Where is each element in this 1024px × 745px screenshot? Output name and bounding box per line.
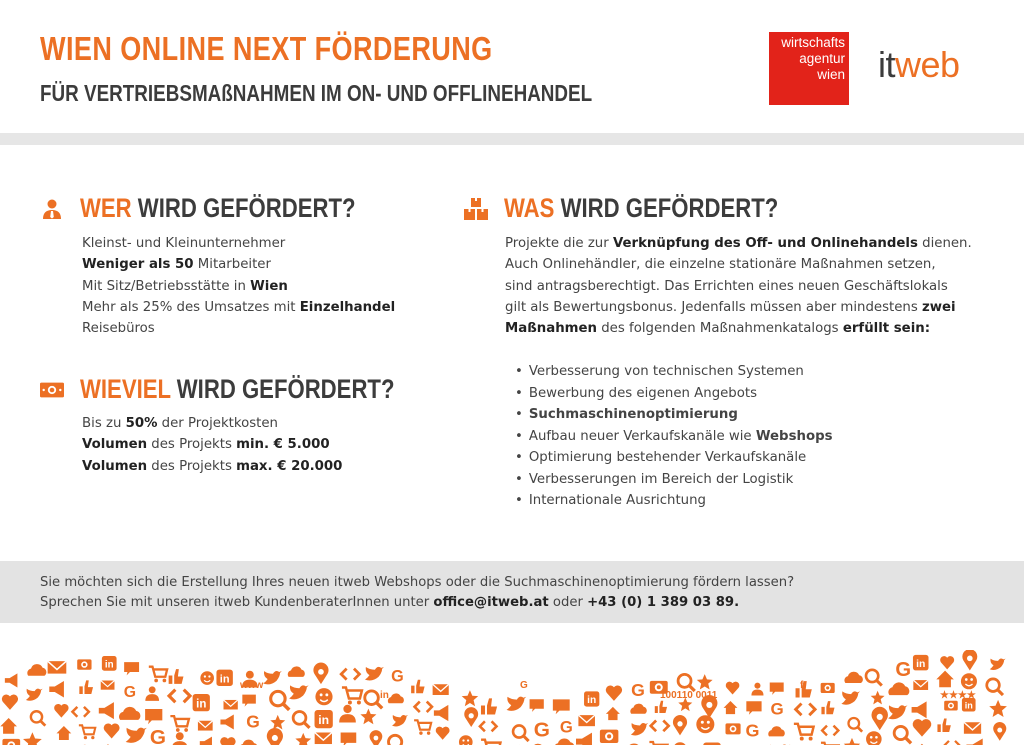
emphasis-text: Wien [250,278,288,294]
heart-icon [913,719,932,737]
search-icon [987,679,1003,695]
text-line [505,318,972,339]
decorative-icon-strip [0,650,1024,745]
cart-icon [149,667,167,683]
search-icon [513,725,529,741]
body-text: Mehr als 25% des Umsatzes mit [82,299,300,315]
text-line [82,413,342,434]
code-icon [944,741,959,745]
itweb-logo-it: it [878,44,895,85]
svg-text:G: G [533,718,550,742]
smiley-icon [459,735,473,745]
home-icon [57,726,72,740]
star-icon [989,700,1007,717]
heart-icon [436,727,450,740]
wer-criteria-list [82,233,395,339]
text-line [82,434,342,455]
body-text: Mitarbeiter [193,257,271,273]
body-text: Kleinst- und Kleinunternehmer [82,236,286,251]
cart-icon [170,716,189,732]
camera-icon [821,683,835,693]
emphasis-text: Einzelhandel [299,299,396,315]
like-icon [937,719,950,732]
google-icon [771,700,784,719]
search-icon [678,674,695,691]
body-text: Bewerbung des eigenen Angebots [528,385,758,401]
text-line [505,233,972,254]
svg-text:in: in [916,658,926,670]
like-icon [655,701,667,713]
code-icon [796,703,815,715]
text-line [505,276,972,297]
contact-line-1: Sie möchten sich die Erstellung Ihres neuen itweb Webshops oder die Suchmaschinenoptimierung fördern lassen? [40,575,795,590]
chat-icon [242,695,256,707]
body-text: Reisebüros [82,321,155,337]
megaphone-icon [5,673,18,687]
linkedin-icon [584,691,599,706]
cloud-icon [844,672,862,683]
star-icon [844,738,860,745]
cart-icon [342,687,362,704]
list-item [515,383,833,405]
google-icon [560,717,573,736]
body-text: Optimierung bestehender Verkaufskanäle [528,450,807,465]
cart-icon [414,720,431,735]
emphasis-text: Maßnahmen [505,321,598,337]
chat-icon [124,662,139,675]
code-icon [415,702,432,712]
search-icon [31,711,45,725]
body-text: des folgenden Maßnahmenkatalogs [597,321,843,337]
camera-icon [2,739,20,745]
google-icon [895,659,911,681]
like-icon [169,669,184,684]
text-line [82,254,395,275]
strip-label: G [520,680,528,691]
pin-icon [313,662,328,684]
chat-icon [770,682,784,694]
mail-icon [198,721,213,731]
twitter-icon [263,671,282,684]
mail-icon [913,680,928,690]
text-line [82,456,342,477]
emphasis-text: 50% [125,416,158,431]
cloud-icon [239,740,258,745]
google-icon [150,726,166,745]
linkedin-icon [913,655,929,671]
code-icon [341,669,359,680]
cloud-icon [388,693,404,703]
body-text: dienen. [917,236,972,251]
heart-icon [726,682,740,695]
svg-text:G: G [770,699,784,719]
emphasis-text: min. € 5.000 [236,437,330,453]
star-icon [270,715,285,730]
measures-list [515,361,833,512]
body-text: Auch Onlinehändler, die einzelne stationäre Maßnahmen setzen, [505,257,936,273]
list-item [515,426,833,448]
home-icon [0,718,17,734]
like-icon [821,701,834,714]
svg-text:in: in [219,673,230,686]
google-icon [534,718,550,741]
smiley-icon [200,671,214,685]
twitter-icon [26,689,43,701]
twitter-icon [888,705,907,719]
heart-icon [940,656,954,669]
user-icon [751,683,763,696]
body-text: des Projekts [147,437,237,453]
body-text: Projekte die zur [505,236,613,251]
strip-label: ★★★★ [940,690,976,701]
heading-accent: WIEVIEL [80,374,171,404]
body-text: gilt als Bewertungsbonus. Jedenfalls müssen aber mindestens [505,299,922,315]
contact-phone[interactable]: +43 (0) 1 389 03 89. [587,595,740,610]
linkedin-icon [216,670,232,686]
like-icon [481,698,497,714]
emphasis-text: zwei [922,299,956,315]
star-icon [871,691,885,705]
person-icon [40,197,64,221]
code-icon [169,690,190,703]
megaphone-icon [220,714,233,729]
wirtschaftsagentur-logo [769,32,849,105]
smiley-icon [866,731,882,745]
google-icon [745,720,759,740]
user-icon [339,705,356,723]
cloud-icon [288,666,305,676]
logo-text-line: wien [817,67,845,82]
heart-icon [606,685,622,700]
heart-icon [54,704,68,718]
chat-icon [746,701,761,715]
search-icon [388,735,405,745]
cloud-icon [630,704,646,714]
list-item [515,447,833,469]
contact-text: Sprechen Sie mit unseren itweb KundenberaterInnen unter [40,595,434,610]
pin-icon [871,707,887,731]
heading-rest: WIRD GEFÖRDERT? [170,374,395,404]
heading-accent: WER [80,193,132,223]
section-heading-was [464,193,839,224]
svg-text:G: G [149,726,166,745]
svg-text:G: G [559,717,573,737]
text-line [505,297,972,318]
mail-icon [101,681,115,690]
text-line [82,233,395,254]
section-heading-wieviel [40,374,464,405]
contact-text: oder [548,595,588,610]
like-icon [796,681,812,697]
linkedin-icon [193,694,210,711]
megaphone-icon [200,737,212,745]
svg-text:G: G [895,659,912,682]
twitter-icon [507,697,527,711]
body-text: Bis zu [82,416,126,431]
linkedin-icon [315,710,333,728]
svg-text:in: in [587,695,597,707]
google-icon [124,684,136,701]
strip-label: www [240,680,264,691]
pin-icon [962,650,977,670]
smiley-icon [961,673,977,689]
user-icon [172,732,188,745]
like-icon [411,680,424,693]
mail-icon [315,733,332,745]
body-text: sind antragsberechtigt. Das Errichten eines neuen Geschäftslokals [505,278,948,294]
cloud-icon [119,707,140,720]
smiley-icon [696,715,714,733]
heading-rest: WIRD GEFÖRDERT? [131,193,356,223]
cart-icon [481,740,500,745]
svg-text:in: in [318,713,330,728]
svg-text:G: G [246,711,260,732]
search-icon [293,712,309,728]
pin-icon [673,715,687,735]
strip-label: 100110 0011 [660,690,718,701]
megaphone-icon [912,701,927,718]
megaphone-icon [576,733,592,745]
megaphone-icon [49,681,64,697]
star-icon [295,733,311,745]
home-icon [724,701,738,714]
code-icon [480,721,497,731]
strip-label: in [380,690,389,701]
pin-icon [370,730,383,745]
star-icon [23,732,42,745]
smiley-icon [315,688,332,705]
chat-icon [341,732,357,745]
code-icon [822,726,838,736]
heart-icon [104,723,120,738]
google-icon [246,711,260,731]
mail-icon [224,700,238,710]
logo-text-line: agentur [799,51,845,66]
twitter-icon [990,659,1006,670]
google-icon [391,667,404,685]
cloud-icon [27,664,46,676]
emphasis-text: Suchmaschinenoptimierung [528,407,738,422]
user-icon [145,686,159,701]
svg-text:G: G [391,667,404,686]
camera-icon [600,730,618,743]
google-icon [631,680,645,700]
svg-text:in: in [196,698,207,711]
text-line [82,276,395,297]
heart-icon [220,737,235,745]
star-icon [360,709,376,725]
svg-text:in: in [104,659,114,671]
home-icon [606,707,620,720]
cart-icon [79,725,95,739]
search-icon [894,726,911,743]
contact-band [0,561,1024,623]
contact-email-link[interactable]: office@itweb.at [433,595,549,610]
boxes-icon [464,197,488,221]
text-line [82,318,395,339]
camera-icon [77,659,91,669]
star-icon [462,690,478,706]
heart-icon [2,695,18,710]
page-title: WIEN ONLINE NEXT FÖRDERUNG [40,30,493,67]
body-text: der Projektkosten [157,416,278,431]
chat-icon [145,709,162,724]
header-divider [0,133,1024,145]
mail-icon [964,722,981,733]
body-text: des Projekts [147,458,237,474]
itweb-logo-web: web [895,44,960,85]
linkedin-icon [102,656,117,671]
cart-icon [794,724,814,741]
was-description [505,233,972,339]
strip-label: f [800,680,804,691]
list-item [515,361,833,383]
camera-icon [944,701,958,711]
emphasis-text: max. € 20.000 [236,458,343,474]
money-icon [40,378,64,402]
emphasis-text: Volumen [82,458,148,474]
megaphone-icon [99,702,114,719]
megaphone-icon [966,738,982,745]
text-line [505,254,972,275]
body-text: Verbesserungen im Bereich der Logistik [528,471,794,487]
text-line [82,297,395,318]
svg-text:G: G [123,684,137,702]
megaphone-icon [434,705,448,721]
home-icon [936,671,954,688]
itweb-logo [878,44,960,86]
emphasis-text: Weniger als 50 [82,257,194,273]
search-icon [866,670,882,686]
cloud-icon [888,682,909,695]
emphasis-text: Verknüpfung des Off- und Onlinehandels [612,236,918,251]
body-text: Internationale Ausrichtung [528,493,706,508]
body-text: Mit Sitz/Betriebsstätte in [82,278,251,294]
twitter-icon [631,723,648,735]
like-icon [79,680,93,694]
search-icon [271,691,290,710]
heading-rest: WIRD GEFÖRDERT? [554,193,779,223]
chat-icon [530,699,544,712]
twitter-icon [841,691,860,704]
body-text: Verbesserung von technischen Systemen [528,364,804,379]
wieviel-amount-list [82,413,342,477]
body-text: Aufbau neuer Verkaufskanäle wie [528,428,756,444]
camera-icon [725,723,740,734]
contact-line-2 [40,593,1024,613]
pin-icon [993,722,1006,741]
twitter-icon [365,667,384,681]
list-item [515,490,833,512]
mail-icon [433,684,449,695]
pin-icon [267,728,283,745]
twitter-icon [392,715,408,727]
svg-text:G: G [631,680,645,701]
mail-icon [48,661,67,673]
list-item [515,469,833,491]
twitter-icon [126,728,147,743]
emphasis-text: Volumen [82,437,148,453]
cloud-icon [554,738,574,745]
svg-text:in: in [964,700,973,711]
logo-text-line: wirtschafts [781,35,845,50]
chat-icon [553,699,570,714]
list-item [515,404,833,426]
svg-text:G: G [745,720,760,741]
twitter-icon [289,685,309,699]
section-heading-wer [40,193,416,224]
emphasis-text: erfüllt sein: [842,321,931,337]
cloud-icon [768,726,785,736]
code-icon [651,720,669,731]
emphasis-text: Webshops [755,428,833,444]
mail-icon [578,715,595,726]
pin-icon [464,707,478,727]
code-icon [72,707,88,717]
search-icon [848,718,862,732]
page-subtitle: FÜR VERTRIEBSMAßNAHMEN IM ON- UND OFFLINEHANDEL [40,80,593,106]
heading-accent: WAS [504,193,555,223]
star-icon [697,674,713,689]
